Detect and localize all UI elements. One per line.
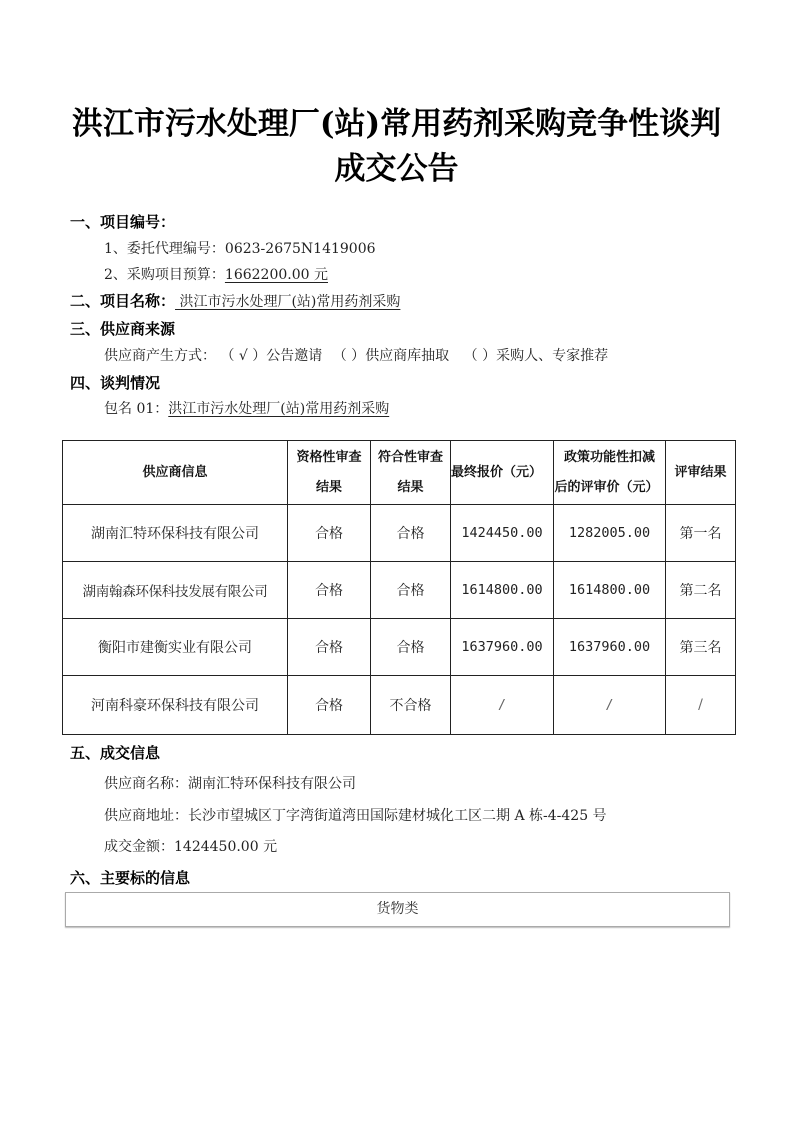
- section-heading-negotiation: 四、谈判情况: [70, 374, 161, 392]
- table-row: [63, 562, 736, 619]
- section-heading-main-subject: 六、主要标的信息: [70, 869, 191, 887]
- subject-category-box: 货物类: [65, 892, 730, 927]
- cell-result: /: [666, 676, 736, 735]
- checkbox-empty-mark: （ ）: [332, 348, 366, 364]
- cell-supplier: 衡阳市建衡实业有限公司: [63, 619, 288, 676]
- checkbox-checked-mark: （ √ ）: [220, 348, 267, 364]
- table-row: [63, 619, 736, 676]
- header-text: 资格性审查: [296, 449, 362, 465]
- section-heading-deal-info: 五、成交信息: [70, 744, 161, 762]
- cell-final-quote: 1614800.00: [451, 562, 554, 619]
- cell-supplier: 河南科豪环保科技有限公司: [63, 676, 288, 735]
- document-title-line2: 成交公告: [334, 151, 459, 187]
- cell-compliance: 合格: [371, 619, 451, 676]
- header-text: 供应商信息: [142, 464, 208, 480]
- header-review-result: [666, 441, 736, 505]
- cell-result: 第二名: [666, 562, 736, 619]
- section-heading-project-number: 一、项目编号：: [70, 213, 176, 231]
- cell-qualification: 合格: [288, 619, 371, 676]
- cell-compliance: 不合格: [371, 676, 451, 735]
- cell-final-quote: 1637960.00: [451, 619, 554, 676]
- table-header-row: [63, 441, 736, 505]
- header-text: 符合性审查: [377, 449, 443, 465]
- cell-qualification: 合格: [288, 676, 371, 735]
- header-text: 后的评审价（元）: [554, 479, 659, 495]
- package-name: 洪江市污水处理厂(站)常用药剂采购: [168, 401, 390, 417]
- cell-compliance: 合格: [371, 505, 451, 562]
- cell-compliance: 合格: [371, 562, 451, 619]
- section-heading-supplier-source: 三、供应商来源: [70, 320, 176, 338]
- agency-number-line: [104, 238, 376, 258]
- cell-qualification: 合格: [288, 562, 371, 619]
- checkbox-empty-mark: （ ）: [463, 348, 497, 364]
- cell-supplier: 湖南翰森环保科技发展有限公司: [63, 562, 288, 619]
- cell-qualification: 合格: [288, 505, 371, 562]
- header-compliance-review: [371, 441, 451, 505]
- project-name-value: 洪江市污水处理厂(站)常用药剂采购: [175, 294, 401, 310]
- project-name-line: [70, 290, 400, 311]
- agency-number-value: 0623-2675N1419006: [224, 241, 376, 257]
- deal-supplier-name: 供应商名称：湖南汇特环保科技有限公司: [104, 776, 356, 792]
- cell-adjusted-price: 1282005.00: [554, 505, 666, 562]
- cell-final-quote: 1424450.00: [451, 505, 554, 562]
- cell-final-quote: /: [451, 676, 554, 735]
- table-row: [63, 676, 736, 735]
- option-label: 采购人、专家推荐: [496, 348, 609, 364]
- budget-label: 2、采购项目预算：: [104, 267, 225, 283]
- option-supplier-library: [333, 348, 449, 364]
- header-final-quote: [451, 441, 554, 505]
- cell-result: 第三名: [666, 619, 736, 676]
- cell-result: 第一名: [666, 505, 736, 562]
- header-supplier-info: [63, 441, 288, 505]
- deal-amount: 成交金额：1424450.00 元: [104, 839, 278, 855]
- deal-supplier-address: 供应商地址：长沙市望城区丁字湾街道湾田国际建材城化工区二期 A 栋-4-425 号: [104, 808, 607, 824]
- budget-value: 1662200.00 元: [224, 267, 328, 283]
- cell-adjusted-price: /: [554, 676, 666, 735]
- cell-adjusted-price: 1614800.00: [554, 562, 666, 619]
- header-text: 评审结果: [674, 464, 727, 480]
- budget-line: [104, 264, 328, 284]
- supplier-source-line: [104, 345, 608, 365]
- header-text: 最终报价（元）: [451, 464, 543, 480]
- option-label: 公告邀请: [266, 348, 323, 364]
- table-row: [63, 505, 736, 562]
- cell-supplier: 湖南汇特环保科技有限公司: [63, 505, 288, 562]
- package-label: 包名 01：: [104, 401, 169, 417]
- header-text: 结果: [397, 479, 424, 495]
- header-text: 结果: [315, 479, 342, 495]
- header-adjusted-price: [554, 441, 666, 505]
- header-text: 政策功能性扣减: [563, 449, 655, 465]
- option-expert-recommendation: [464, 348, 608, 364]
- supplier-method-label: 供应商产生方式：: [104, 348, 216, 364]
- option-announcement: [220, 348, 322, 364]
- agency-number-label: 1、委托代理编号：: [104, 241, 225, 257]
- header-qualification-review: [288, 441, 371, 505]
- cell-adjusted-price: 1637960.00: [554, 619, 666, 676]
- section-heading-project-name: 二、项目名称：: [70, 292, 176, 310]
- document-title-line1: 洪江市污水处理厂(站)常用药剂采购竞争性谈判: [71, 106, 722, 142]
- package-line: [104, 398, 389, 418]
- negotiation-results-table: [62, 440, 736, 735]
- option-label: 供应商库抽取: [365, 348, 450, 364]
